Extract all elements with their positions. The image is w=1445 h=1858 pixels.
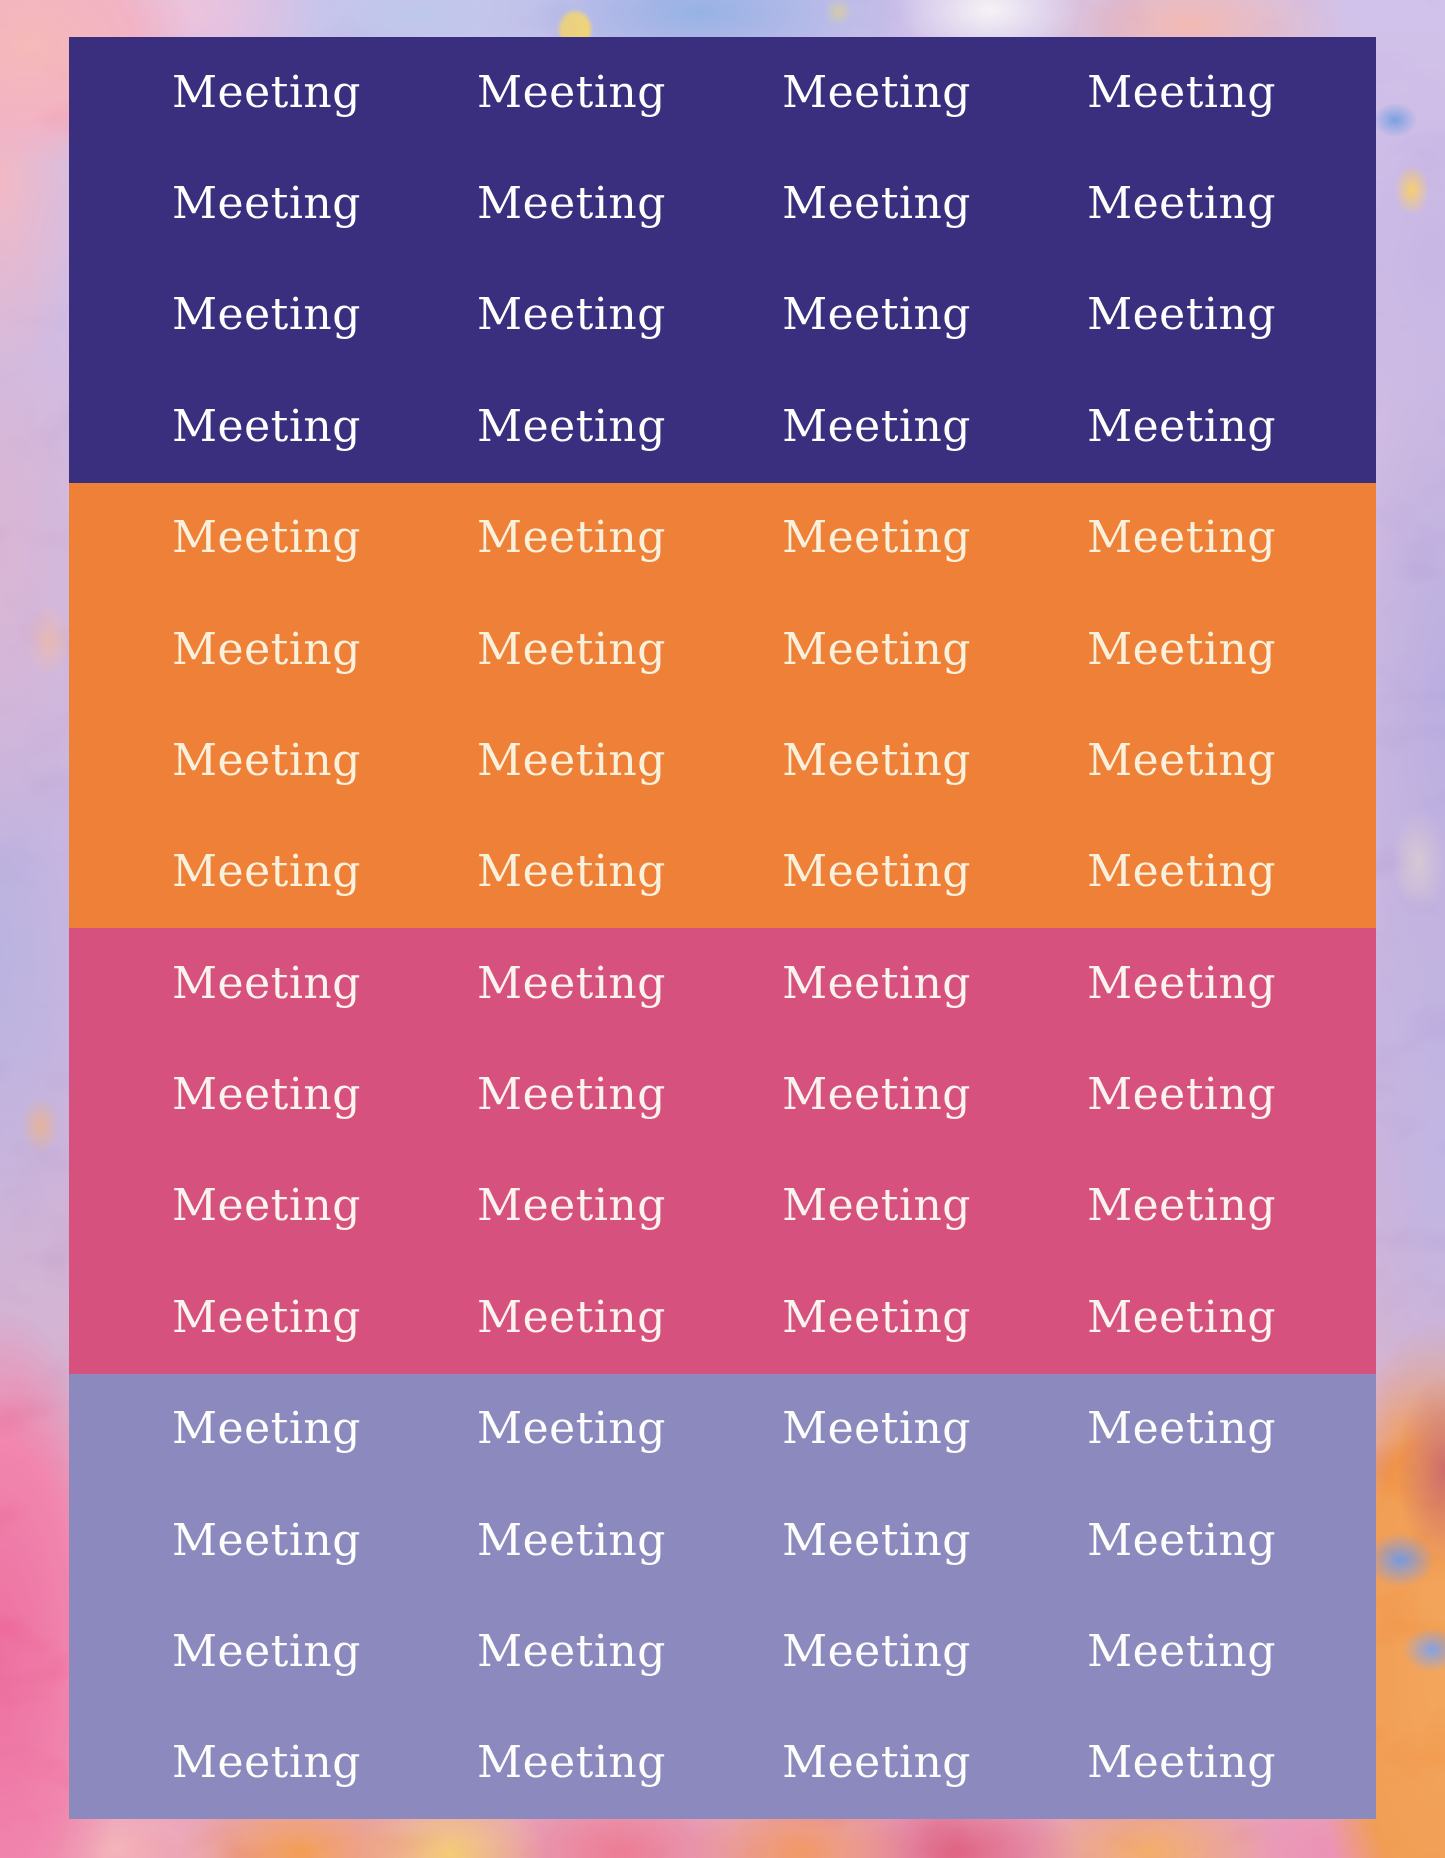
meeting-sticker-label: Meeting — [1087, 734, 1276, 786]
meeting-sticker-label: Meeting — [1087, 846, 1276, 898]
meeting-sticker-label: Meeting — [782, 734, 971, 786]
meeting-sticker-label: Meeting — [477, 1737, 666, 1789]
meeting-sticker-label: Meeting — [172, 1291, 361, 1343]
meeting-sticker-label: Meeting — [172, 734, 361, 786]
meeting-sticker-label: Meeting — [782, 1625, 971, 1677]
sticker-row — [172, 1708, 1276, 1819]
meeting-sticker-label: Meeting — [1087, 957, 1276, 1009]
meeting-sticker-label: Meeting — [477, 178, 666, 230]
sticker-row — [172, 705, 1276, 816]
sticker-block-orange — [69, 483, 1376, 929]
meeting-sticker-label: Meeting — [172, 1180, 361, 1232]
meeting-sticker-label: Meeting — [477, 1291, 666, 1343]
sticker-row — [172, 817, 1276, 928]
meeting-sticker-label: Meeting — [782, 1180, 971, 1232]
sticker-row — [172, 1374, 1276, 1485]
meeting-sticker-label: Meeting — [1087, 1625, 1276, 1677]
meeting-sticker-label: Meeting — [1087, 1291, 1276, 1343]
sticker-row — [172, 1485, 1276, 1596]
meeting-sticker-label: Meeting — [172, 66, 361, 118]
meeting-sticker-label: Meeting — [477, 512, 666, 564]
sticker-block-pink — [69, 928, 1376, 1374]
sticker-panel — [69, 37, 1376, 1819]
meeting-sticker-label: Meeting — [172, 1625, 361, 1677]
sticker-row — [172, 148, 1276, 259]
meeting-sticker-label: Meeting — [1087, 1180, 1276, 1232]
meeting-sticker-label: Meeting — [477, 66, 666, 118]
meeting-sticker-label: Meeting — [477, 1625, 666, 1677]
meeting-sticker-label: Meeting — [1087, 66, 1276, 118]
meeting-sticker-label: Meeting — [172, 512, 361, 564]
meeting-sticker-label: Meeting — [782, 957, 971, 1009]
meeting-sticker-label: Meeting — [782, 289, 971, 341]
meeting-sticker-label: Meeting — [477, 1403, 666, 1455]
meeting-sticker-label: Meeting — [1087, 289, 1276, 341]
meeting-sticker-label: Meeting — [477, 289, 666, 341]
meeting-sticker-label: Meeting — [1087, 1403, 1276, 1455]
meeting-sticker-label: Meeting — [782, 1403, 971, 1455]
sticker-row — [172, 1262, 1276, 1373]
meeting-sticker-label: Meeting — [477, 957, 666, 1009]
meeting-sticker-label: Meeting — [477, 400, 666, 452]
meeting-sticker-label: Meeting — [782, 66, 971, 118]
meeting-sticker-label: Meeting — [172, 846, 361, 898]
meeting-sticker-label: Meeting — [782, 1291, 971, 1343]
meeting-sticker-label: Meeting — [1087, 512, 1276, 564]
meeting-sticker-label: Meeting — [782, 178, 971, 230]
sticker-row — [172, 1151, 1276, 1262]
meeting-sticker-label: Meeting — [1087, 178, 1276, 230]
sticker-row — [172, 371, 1276, 482]
sticker-row — [172, 1596, 1276, 1707]
meeting-sticker-label: Meeting — [172, 1514, 361, 1566]
sticker-row — [172, 483, 1276, 594]
sticker-block-indigo — [69, 37, 1376, 483]
meeting-sticker-label: Meeting — [1087, 1069, 1276, 1121]
meeting-sticker-label: Meeting — [782, 1069, 971, 1121]
meeting-sticker-label: Meeting — [172, 400, 361, 452]
meeting-sticker-label: Meeting — [782, 1737, 971, 1789]
meeting-sticker-label: Meeting — [782, 623, 971, 675]
meeting-sticker-label: Meeting — [1087, 1514, 1276, 1566]
meeting-sticker-label: Meeting — [782, 1514, 971, 1566]
meeting-sticker-label: Meeting — [172, 178, 361, 230]
sticker-row — [172, 928, 1276, 1039]
meeting-sticker-label: Meeting — [172, 289, 361, 341]
meeting-sticker-label: Meeting — [782, 512, 971, 564]
sticker-row — [172, 37, 1276, 148]
meeting-sticker-label: Meeting — [477, 1514, 666, 1566]
sticker-row — [172, 260, 1276, 371]
meeting-sticker-label: Meeting — [477, 846, 666, 898]
sticker-row — [172, 1039, 1276, 1150]
meeting-sticker-label: Meeting — [172, 1403, 361, 1455]
meeting-sticker-label: Meeting — [172, 957, 361, 1009]
sticker-row — [172, 594, 1276, 705]
meeting-sticker-label: Meeting — [1087, 400, 1276, 452]
meeting-sticker-label: Meeting — [477, 1069, 666, 1121]
meeting-sticker-label: Meeting — [172, 1737, 361, 1789]
meeting-sticker-label: Meeting — [477, 623, 666, 675]
meeting-sticker-label: Meeting — [477, 734, 666, 786]
meeting-sticker-label: Meeting — [782, 846, 971, 898]
meeting-sticker-label: Meeting — [1087, 1737, 1276, 1789]
meeting-sticker-label: Meeting — [477, 1180, 666, 1232]
meeting-sticker-label: Meeting — [1087, 623, 1276, 675]
meeting-sticker-label: Meeting — [172, 623, 361, 675]
meeting-sticker-label: Meeting — [172, 1069, 361, 1121]
sticker-block-lavender — [69, 1374, 1376, 1820]
meeting-sticker-label: Meeting — [782, 400, 971, 452]
